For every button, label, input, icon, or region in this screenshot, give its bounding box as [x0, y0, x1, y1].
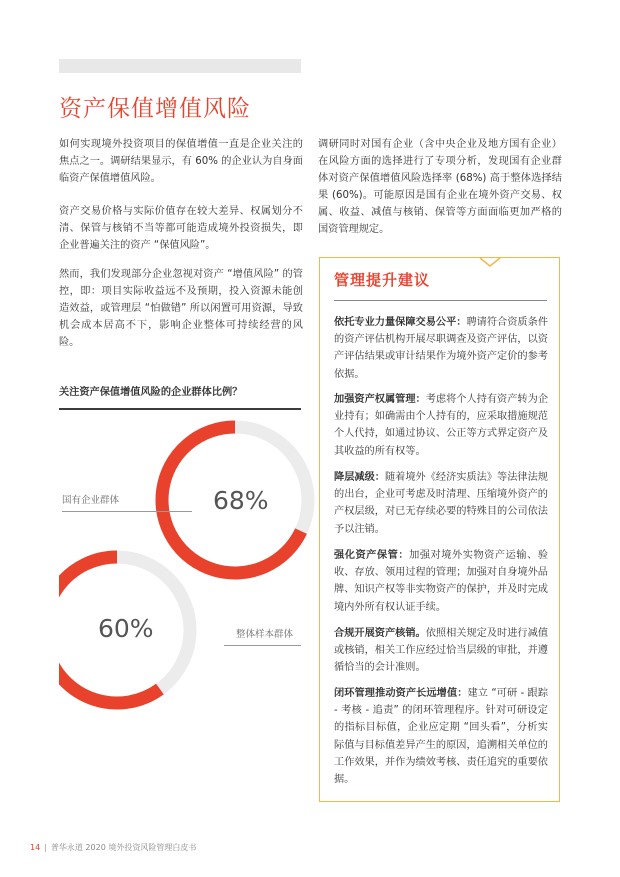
advice-item-head: 闭环管理推动资产长远增值：	[334, 688, 468, 699]
soe-label-divider	[62, 511, 192, 512]
chart-heading-rule	[59, 408, 301, 410]
page-number: 14	[30, 843, 41, 852]
intro-paragraph: 如何实现境外投资项目的保值增值一直是企业关注的焦点之一。调研结果显示，有 60% 的企业认为自身面临资产保值增值风险。	[59, 139, 303, 184]
advice-item-text: 加强对境外实物资产运输、验收、存放、领用过程的管理；加强对自身境外品牌、知识产权等非实物资产的保护，并及时完成境内外所有权认证手续。	[334, 550, 549, 613]
advice-item-head: 合规开展资产核销。	[334, 628, 426, 639]
soe-analysis-paragraph: 调研同时对国有企业（含中央企业及地方国有企业）在风险方面的选择进行了专项分析，发现国有企业群体对资产保值增值风险选择率 (68%) 高于整体选择结果 (60%)。可能原因是国有企业在境外资产交易、权属、收益、减值与核销、保管等方面面临更加严格的国资管理规定。	[318, 139, 562, 235]
page-footer	[30, 842, 196, 853]
advice-item	[334, 625, 548, 677]
all-percentage: 60%	[98, 614, 154, 643]
page-title: 资产保值增值风险	[59, 96, 251, 122]
advice-item-head: 降层减级：	[334, 472, 385, 483]
advice-title: 管理提升建议	[334, 271, 431, 289]
advice-item-text: 随着境外《经济实质法》等法律法规的出台，企业可考虑及时清理、压缩境外资产的产权层级，对已无存续必要的特殊目的公司依法予以注销。	[334, 472, 548, 535]
advice-item	[334, 547, 548, 616]
advice-title-rule	[334, 300, 547, 301]
chart-heading: 关注资产保值增值风险的企业群体比例？	[59, 387, 243, 398]
advice-item	[334, 685, 548, 788]
top-gray-bar	[59, 59, 301, 73]
soe-percentage: 68%	[213, 486, 269, 515]
advice-box-notch	[478, 250, 502, 268]
advice-item	[334, 314, 548, 383]
appreciation-risk-paragraph: 然而，我们发现部分企业忽视对资产 “增值风险” 的管控，即：项目实际收益远不及预期，投入资源未能创造效益，或管理层 “怕做错” 所以闲置可用资源，导致机会成本居高不下，影响企业整体可持续经营的风险。	[59, 269, 303, 348]
advice-item-text: 建立 “可研 - 跟踪 - 考核 - 追责” 的闭环管理程序。针对可研设定的指标目标值，企业应定期 “回头看”，分析实际值与目标值差异产生的原因，追溯相关单位的工作效果，并作为绩效考核、责任追究的重要依据。	[334, 688, 548, 786]
footer-separator: |	[44, 843, 47, 852]
advice-item-text: 考虑将个人持有资产转为企业持有；如确需由个人持有的，应采取措施规范个人代持，如通过协议、公正等方式界定资产及其收益的所有权等。	[334, 394, 549, 457]
value-risk-paragraph: 资产交易价格与实际价值存在较大差异、权属划分不清、保管与核销不当等都可能造成境外投资损失，即企业普遍关注的资产 “保值风险”。	[59, 206, 303, 251]
advice-item-head: 依托专业力量保障交易公平：	[334, 317, 467, 328]
advice-item-text: 聘请符合资质条件的资产评估机构开展尽职调查及资产评估，以资产评估结果或审计结果作为境外资产定价的参考依据。	[334, 317, 549, 380]
advice-item-head: 强化资产保管：	[334, 550, 410, 561]
advice-item-head: 加强资产权属管理：	[334, 394, 426, 405]
advice-item-text: 依照相关规定及时进行减值或核销，相关工作应经过恰当层级的审批，并遵循恰当的会计准则。	[334, 628, 549, 674]
advice-item	[334, 469, 548, 538]
advice-item	[334, 391, 548, 460]
document-title: 普华永道 2020 境外投资风险管理白皮书	[50, 843, 197, 852]
all-label-divider	[224, 645, 301, 646]
soe-group-label: 国有企业群体	[62, 495, 120, 506]
all-sample-label: 整体样本群体	[236, 629, 294, 640]
